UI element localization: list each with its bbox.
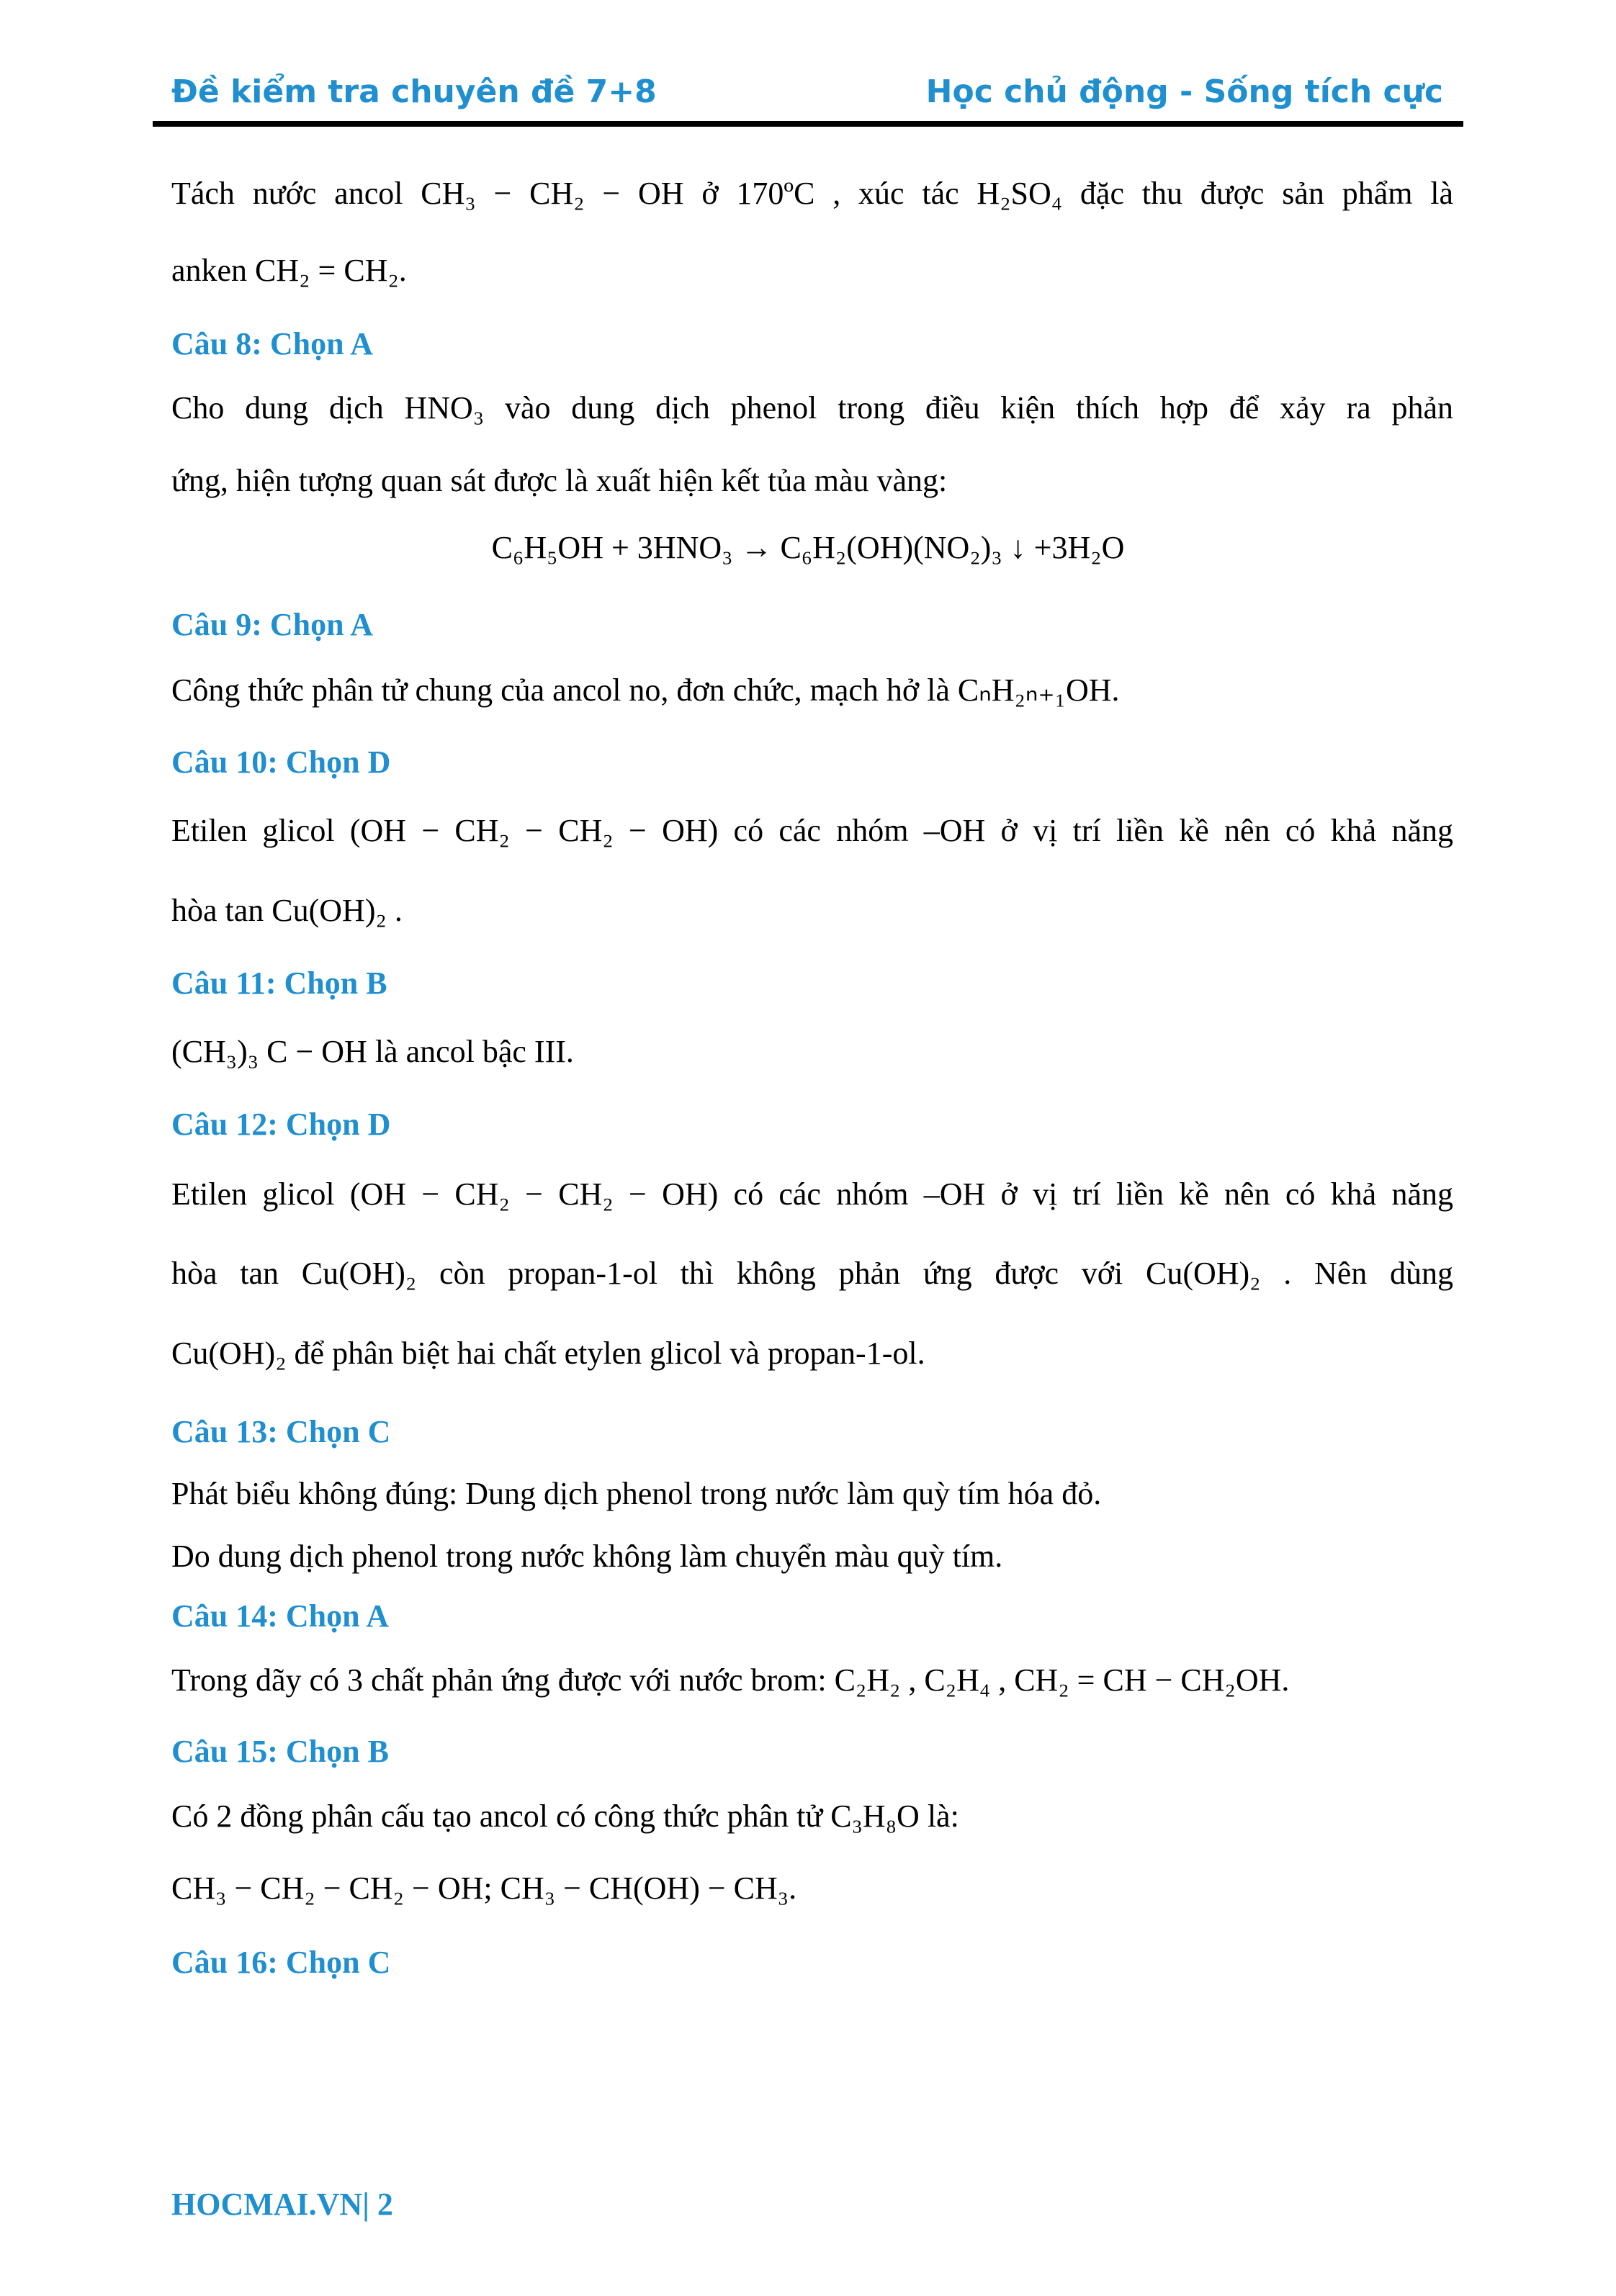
q8-heading: Câu 8: Chọn A [171,326,373,361]
q9-line-1: Công thức phân tử chung của ancol no, đơn chức, mạch hở là CₙH₂ₙ₊₁OH. [171,672,1120,708]
q11-heading: Câu 11: Chọn B [171,965,387,1001]
q8-equation: C₆H₅OH + 3HNO₃ → C₆H₂(OH)(NO₂)₃ ↓ +3H₂O [491,530,1125,565]
q16-heading: Câu 16: Chọn C [171,1945,391,1980]
q13-line-2: Do dung dịch phenol trong nước không làm chuyển màu quỳ tím. [171,1539,1003,1574]
q10-line-1: Etilen glicol (OH − CH₂ − CH₂ − OH) có các nhóm –OH ở vị trí liền kề nên có khả năng [171,813,1453,848]
q10-heading: Câu 10: Chọn D [171,744,391,780]
q12-line-3: Cu(OH)₂ để phân biệt hai chất etylen glicol và propan-1-ol. [171,1336,925,1371]
q14-line-1: Trong dãy có 3 chất phản ứng được với nước brom: C₂H₂ , C₂H₄ , CH₂ = CH − CH₂OH. [171,1662,1290,1698]
q13-heading: Câu 13: Chọn C [171,1414,391,1449]
q12-line-2: hòa tan Cu(OH)₂ còn propan-1-ol thì không phản ứng được với Cu(OH)₂ . Nên dùng [171,1256,1453,1291]
q12-line-1: Etilen glicol (OH − CH₂ − CH₂ − OH) có các nhóm –OH ở vị trí liền kề nên có khả năng [171,1176,1453,1212]
q14-heading: Câu 14: Chọn A [171,1598,389,1634]
header-title: Đề kiểm tra chuyên đề 7+8 [171,73,657,110]
intro-line-1: Tách nước ancol CH₃ − CH₂ − OH ở 170ºC , xúc tác H₂SO₄ đặc thu được sản phẩm là [171,176,1453,211]
q11-line-1: (CH₃)₃ C − OH là ancol bậc III. [171,1034,574,1069]
q15-line-1: Có 2 đồng phân cấu tạo ancol có công thức phân tử C₃H₈O là: [171,1798,959,1834]
q13-line-1: Phát biểu không đúng: Dung dịch phenol trong nước làm quỳ tím hóa đỏ. [171,1476,1102,1511]
header-slogan: Học chủ động - Sống tích cực [925,73,1443,110]
q12-heading: Câu 12: Chọn D [171,1107,391,1142]
footer-page-number: HOCMAI.VN| 2 [171,2187,393,2222]
header-divider [153,121,1463,127]
intro-line-2: anken CH₂ = CH₂. [171,253,407,288]
q8-line-1: Cho dung dịch HNO₃ vào dung dịch phenol trong điều kiện thích hợp để xảy ra phản [171,390,1453,426]
q10-line-2: hòa tan Cu(OH)₂ . [171,893,403,928]
q9-heading: Câu 9: Chọn A [171,607,373,642]
q8-line-2: ứng, hiện tượng quan sát được là xuất hiện kết tủa màu vàng: [171,463,948,498]
q15-line-2: CH₃ − CH₂ − CH₂ − OH; CH₃ − CH(OH) − CH₃. [171,1870,797,1906]
q15-heading: Câu 15: Chọn B [171,1734,389,1769]
